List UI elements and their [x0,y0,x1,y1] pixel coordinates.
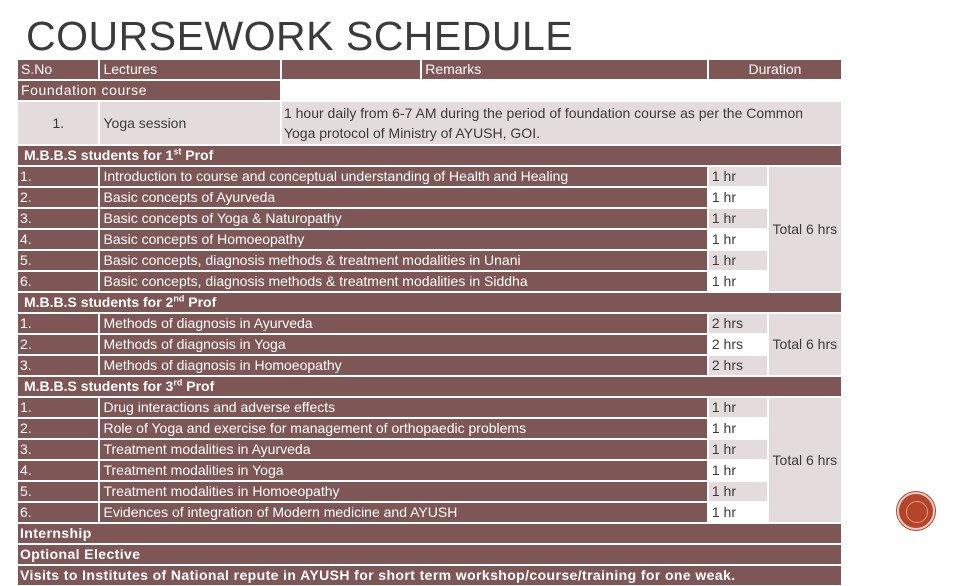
yoga-remark: 1 hour daily from 6-7 AM during the period of foundation course as per the Common Yoga protocol of Ministry of AYUSH, GOI. [281,101,842,145]
prof2-section-row [17,292,842,313]
table-row [17,418,842,439]
prof2-section-label: M.B.B.S students for 2nd Prof [17,292,842,313]
table-row [17,271,842,292]
row-lecture: Methods of diagnosis in Yoga [99,334,707,355]
header-sno: S.No [17,59,99,80]
row-lecture: Role of Yoga and exercise for management of orthopaedic problems [99,418,707,439]
header-row [17,59,842,80]
row-lecture: Introduction to course and conceptual understanding of Health and Healing [99,166,707,187]
table-row [17,481,842,502]
row-duration: 1 hr [708,271,768,292]
row-lecture: Basic concepts of Yoga & Naturopathy [99,208,707,229]
prof1-section-label: M.B.B.S students for 1st Prof [17,145,842,166]
schedule-table [17,59,842,586]
table-row [17,250,842,271]
prof3-section-label: M.B.B.S students for 3rd Prof [17,376,842,397]
elective-label: Optional Elective [17,544,842,565]
row-lecture: Methods of diagnosis in Ayurveda [99,313,707,334]
row-number: 1. [17,166,99,187]
table-row [17,439,842,460]
row-number: 1. [17,313,99,334]
row-lecture: Basic concepts of Homoeopathy [99,229,707,250]
visits-label: Visits to Institutes of National repute in AYUSH for short term workshop/course/training for one weak. [17,565,842,586]
page-title: COURSEWORK SCHEDULE [26,13,574,59]
table-row [17,229,842,250]
row-number: 5. [17,481,99,502]
row-lecture: Evidences of integration of Modern medicine and AYUSH [99,502,707,523]
prof3-section-row [17,376,842,397]
table-row [17,334,842,355]
row-number: 6. [17,271,99,292]
row-number: 1. [17,397,99,418]
row-number: 4. [17,229,99,250]
row-number: 2. [17,334,99,355]
row-duration: 1 hr [708,418,768,439]
row-duration: 1 hr [708,250,768,271]
row-lecture: Basic concepts, diagnosis methods & treatment modalities in Unani [99,250,707,271]
header-remarks: Remarks [421,59,708,80]
row-lecture: Treatment modalities in Ayurveda [99,439,707,460]
visits-row [17,565,842,586]
row-lecture: Methods of diagnosis in Homoeopathy [99,355,707,376]
foundation-row [17,80,842,101]
internship-row [17,523,842,544]
row-number: 3. [17,208,99,229]
table-row [17,313,842,334]
row-duration: 1 hr [708,481,768,502]
row-number: 6. [17,502,99,523]
row-number: 5. [17,250,99,271]
row-duration: 2 hrs [708,334,768,355]
header-lectures: Lectures [99,59,280,80]
row-duration: 1 hr [708,439,768,460]
yoga-number: 1. [17,101,99,145]
row-number: 2. [17,418,99,439]
table-row [17,208,842,229]
row-number: 4. [17,460,99,481]
table-row [17,187,842,208]
row-lecture: Treatment modalities in Yoga [99,460,707,481]
header-duration: Duration [708,59,842,80]
table-row [17,502,842,523]
table-row [17,166,842,187]
table-row [17,397,842,418]
prof3-total: Total 6 hrs [768,397,842,523]
row-lecture: Treatment modalities in Homoeopathy [99,481,707,502]
prof1-section-row [17,145,842,166]
yoga-lecture: Yoga session [99,101,280,145]
row-duration: 2 hrs [708,355,768,376]
row-number: 2. [17,187,99,208]
row-duration: 1 hr [708,460,768,481]
elective-row [17,544,842,565]
row-duration: 1 hr [708,502,768,523]
row-lecture: Basic concepts of Ayurveda [99,187,707,208]
prof2-total: Total 6 hrs [768,313,842,376]
row-lecture: Basic concepts, diagnosis methods & treatment modalities in Siddha [99,271,707,292]
row-number: 3. [17,355,99,376]
table-row [17,460,842,481]
row-number: 3. [17,439,99,460]
foundation-label: Foundation course [17,80,281,101]
internship-label: Internship [17,523,842,544]
table-row [17,355,842,376]
row-duration: 1 hr [708,208,768,229]
prof1-total: Total 6 hrs [768,166,842,292]
row-duration: 1 hr [708,229,768,250]
slide-badge-icon [897,492,935,530]
yoga-row [17,101,842,145]
row-duration: 1 hr [708,397,768,418]
row-lecture: Drug interactions and adverse effects [99,397,707,418]
schedule-body [17,59,842,586]
row-duration: 2 hrs [708,313,768,334]
row-duration: 1 hr [708,187,768,208]
row-duration: 1 hr [708,166,768,187]
